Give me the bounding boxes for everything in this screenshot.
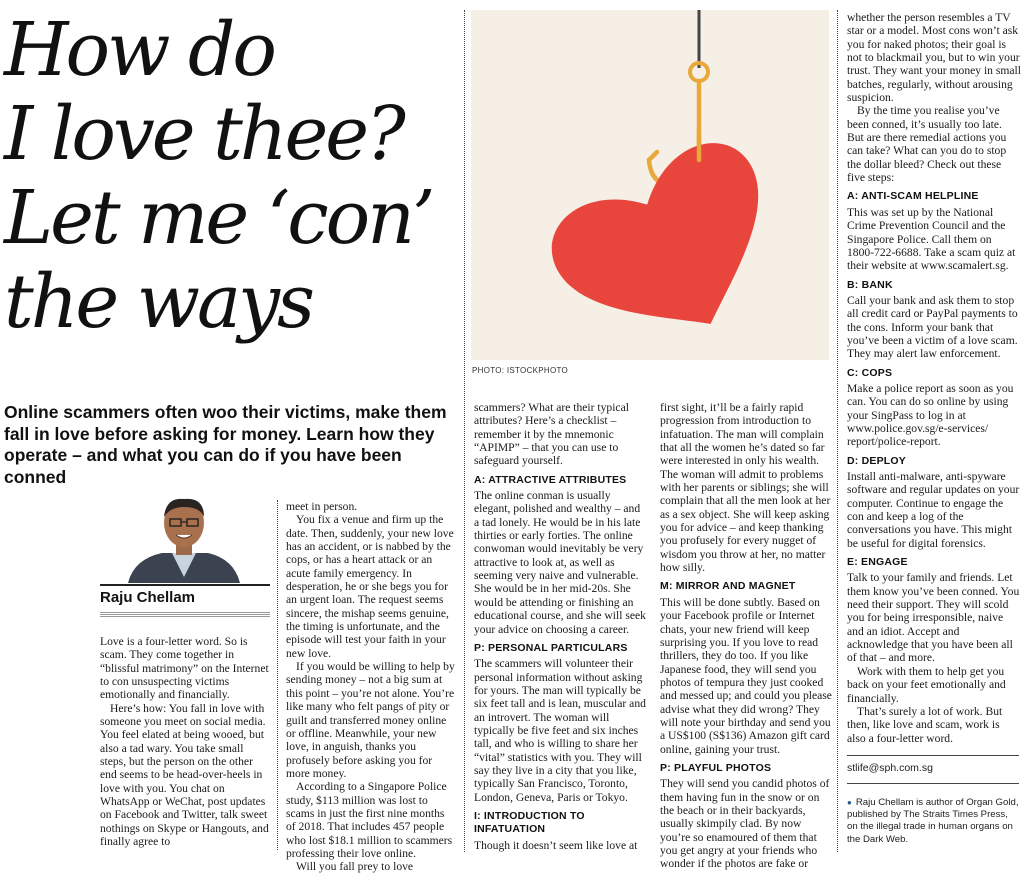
- section-heading: B: BANK: [847, 278, 893, 291]
- section-heading: C: COPS: [847, 366, 893, 379]
- body-paragraph: The scammers will volunteer their personal information without asking for yours. The man will typically be six feet tall and is lean, muscular and an introvert. The woman will typically be five feet and six inches tall, and who is willing to share her “vital” statistics with you. They will say they live in a city that you like, typically San Francisco, Toronto, London, Geneva, Paris or Tokyo.: [474, 657, 646, 804]
- headline-line: I love thee?: [4, 91, 403, 177]
- body-paragraph: According to a Singapore Police study, $113 million was lost to scams in just the first nine months of 2018. That includes 457 people who lost $18.1 million to scammers professing their love online.: [286, 780, 453, 860]
- photo-credit: PHOTO: ISTOCKPHOTO: [472, 366, 569, 375]
- section-heading: A: ATTRACTIVE ATTRIBUTES: [474, 473, 627, 486]
- body-paragraph: Will you fall prey to love: [296, 860, 414, 874]
- author-note: [847, 797, 1019, 846]
- body-paragraph: meet in person.: [286, 500, 358, 513]
- section-heading: P: PLAYFUL PHOTOS: [660, 761, 772, 774]
- body-column-2: [286, 500, 456, 874]
- column-divider: [277, 500, 278, 850]
- body-paragraph: Here’s how: You fall in love with someone you meet on social media. You feel elated at being wooed, but also a tad wary. You take small steps, but the person on the other end seems to be head-over-heels in love with you. You chat on WhatsApp or WeChat, post updates on Facebook and Twitter, talk sweet nothings on Skype or Hangouts, and finally agree to: [100, 701, 269, 849]
- body-paragraph: That’s surely a lot of work. But then, like love and scam, work is also a four-letter word.: [847, 704, 1003, 745]
- section-heading: P: PERSONAL PARTICULARS: [474, 641, 628, 654]
- body-paragraph: If you would be willing to help by sending money – not a big sum at this point – you’re not alone. You’re like many who felt pangs of pity or guilt and transferred money online or offline. Meanwhile, your new love, in anguish, thanks you profusely before asking you for more money.: [286, 660, 455, 780]
- body-column-4: [660, 401, 832, 871]
- footer-rule: [847, 755, 1019, 756]
- body-column-3: [474, 401, 646, 852]
- body-paragraph: You fix a venue and firm up the date. Then, suddenly, your new love has an accident, or is nabbed by the cops, or has a heart attack or an acute family emergency. In desperation, he or she begs you for an urgent loan. The request seems sincere, the mishap seems genuine, the timing is unfortunate, and the episode will test your faith in your new love.: [286, 513, 454, 660]
- body-paragraph: scammers? What are their typical attributes? Here’s a checklist – remember it by the mnemonic “APIMP” – that you can use to safeguard yourself.: [474, 401, 629, 468]
- body-paragraph: By the time you realise you’ve been conned, it’s usually too late. But are there remedial actions you can take? What can you do to stop the dollar bleed? Check out these five steps:: [847, 104, 1007, 185]
- body-paragraph: They will send you candid photos of them having fun in the snow or on the beach or in their backyards, usually skimpily clad. By now you’re so enamoured of them that you get angry at your friends who wonder if the photos are fake or: [660, 777, 830, 871]
- footer-rule: [847, 783, 1019, 784]
- body-paragraph: This will be done subtly. Based on your Facebook profile or Internet chats, your new friend will keep surprising you. If you love to read thrillers, they do too. If you like Japanese food, they will send you photos of tempura they just cooked and messed up; and could you please advise what they did wrong? They will note your birthday and send you a US$100 (S$136) Amazon gift card online, gaining your trust.: [660, 595, 832, 756]
- body-paragraph: Talk to your family and friends. Let them know you’ve been conned. You need their support. They will scold you for being irresponsible, naive and an idiot. Accept and acknowledge that you have been all of that – and more.: [847, 571, 1020, 665]
- body-paragraph: Install anti-malware, anti-spyware software and regular updates on your computer. Continue to engage the con and keep a log of the conversations you have. This might be useful for digital forensics.: [847, 470, 1020, 550]
- section-heading: I: INTRODUCTION TO INFATUATION: [474, 809, 585, 836]
- section-heading: D: DEPLOY: [847, 454, 906, 467]
- column-divider: [837, 10, 838, 852]
- bullet-icon: ●: [847, 798, 852, 807]
- body-paragraph: The online conman is usually elegant, polished and wealthy – and a tad lonely. He would be in his late thirties or early forties. The online conwoman would inevitably be very attractive to look at, as well as seeming very naive and vulnerable. She would be in her mid-20s. She would be attending or finishing an educational course, and she will seek your advice on choosing a career.: [474, 489, 646, 636]
- body-paragraph: Though it doesn’t seem like love at: [474, 838, 638, 852]
- headline-line: the ways: [4, 259, 312, 345]
- section-heading: M: MIRROR AND MAGNET: [660, 580, 796, 593]
- body-paragraph: whether the person resembles a TV star or a model. Most cons won’t ask you for naked photos; their goal is not to blackmail you, but to win your trust. They want your money in small batches, regularly, without arousing suspicion.: [847, 11, 1021, 105]
- body-paragraph: Work with them to help get you back on your feet emotionally and financially.: [847, 664, 1006, 705]
- author-note-text: Raju Chellam is author of Organ Gold, published by The Straits Times Press, on the illegal trade in human organs on the Dark Web.: [847, 797, 1019, 845]
- heart-on-fishhook-icon: [471, 10, 829, 360]
- section-heading: A: ANTI-SCAM HELPLINE: [847, 190, 979, 203]
- byline-rule: [100, 584, 270, 586]
- author-byline: Raju Chellam: [100, 589, 196, 606]
- byline-rule: [100, 612, 270, 618]
- author-email: stlife@sph.com.sg: [847, 762, 933, 774]
- headline: [4, 8, 444, 344]
- body-paragraph: first sight, it’ll be a fairly rapid progression from introduction to infatuation. The man will complain that all the women he’s dated so far were interested in only his wealth. The woman will admit to problems with her parents or siblings; she will complain that all the men look at her as a sex object. She will keep asking you for advice – and keep thanking you profusely for every nugget of wisdom you throw at her, no matter how silly.: [660, 401, 831, 575]
- author-photo: [100, 497, 270, 583]
- body-paragraph: This was set up by the National Crime Prevention Council and the Singapore Police. Call them on 1800-722-6688. Take a scam quiz at their website at www.scamalert.sg.: [847, 205, 1016, 273]
- body-paragraph: Love is a four-letter word. So is scam. They come together in “blissful matrimony” on the Internet to con unsuspecting victims emotionally and financially.: [100, 635, 269, 702]
- column-divider: [464, 10, 465, 852]
- body-column-5: [847, 11, 1021, 745]
- headline-line: Let me ‘con’: [4, 175, 433, 261]
- standfirst: Online scammers often woo their victims, make them fall in love before asking for money. Learn how they operate – and what you can do if you have been conned: [4, 402, 447, 487]
- body-column-1: [100, 635, 270, 849]
- section-heading: E: ENGAGE: [847, 556, 908, 569]
- headline-line: How do: [4, 7, 274, 93]
- body-paragraph: Call your bank and ask them to stop all credit card or PayPal payments to the cons. Inform your bank that you’ve been a victim of a love scam. They may alert law enforcement.: [847, 293, 1018, 361]
- body-paragraph: Make a police report as soon as you can. You can do so online by using your SingPass to log in at www.police.gov.sg/e-services/ report/police-report.: [847, 381, 1014, 449]
